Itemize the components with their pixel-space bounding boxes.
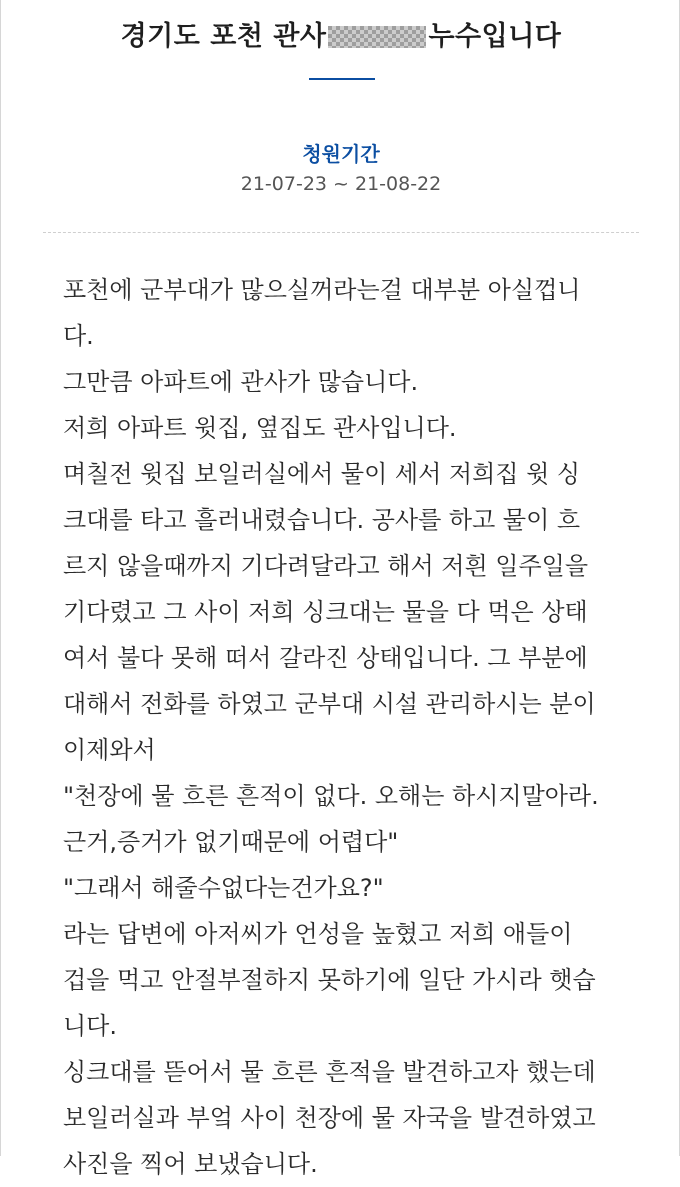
title-underline <box>309 78 375 80</box>
content-line: 르지 않을때까지 기다려달라고 해서 저흰 일주일을 <box>63 552 589 580</box>
content-line: 여서 불다 못해 떠서 갈라진 상태입니다. 그 부분에 <box>63 644 588 672</box>
content-line: 이제와서 <box>63 736 156 764</box>
title-text-before: 경기도 포천 관사 <box>120 21 327 52</box>
content-line: 근거,증거가 없기때문에 어렵다" <box>63 828 399 856</box>
content-line: 크대를 타고 흘러내렸습니다. 공사를 하고 물이 흐 <box>63 506 581 534</box>
content-line: "천장에 물 흐른 흔적이 없다. 오해는 하시지말아라. <box>63 782 599 810</box>
redacted-mosaic <box>328 26 426 48</box>
content-line: "그래서 해줄수없다는건가요?" <box>63 874 384 902</box>
content-line: 라는 답변에 아저씨가 언성을 높혔고 저희 애들이 <box>63 920 573 948</box>
content-line: 니다. <box>63 1012 117 1040</box>
title-text-after: 누수입니다 <box>428 21 562 52</box>
content-line: 며칠전 윗집 보일러실에서 물이 세서 저희집 윗 싱 <box>63 460 581 488</box>
petition-content <box>63 267 623 1187</box>
content-line: 저희 아파트 윗집, 옆집도 관사입니다. <box>63 414 457 442</box>
content-line: 보일러실과 부엌 사이 천장에 물 자국을 발견하였고 <box>63 1104 596 1132</box>
content-line: 대해서 전화를 하였고 군부대 시설 관리하시는 분이 <box>63 690 596 718</box>
petition-title <box>1 14 680 53</box>
period-label: 청원기간 <box>302 142 380 166</box>
content-line: 포천에 군부대가 많으실꺼라는걸 대부분 아실껍니 <box>63 276 581 304</box>
content-line: 기다렸고 그 사이 저희 싱크대는 물을 다 먹은 상태 <box>63 598 588 626</box>
content-line: 다. <box>63 322 94 350</box>
content-line: 사진을 찍어 보냈습니다. <box>63 1150 318 1178</box>
period-range: 21-07-23 ~ 21-08-22 <box>240 173 442 195</box>
content-line: 싱크대를 뜯어서 물 흐른 흔적을 발견하고자 했는데 <box>63 1058 596 1086</box>
content-line: 겁을 먹고 안절부절하지 못하기에 일단 가시라 햇습 <box>63 966 596 994</box>
section-divider <box>43 232 639 233</box>
content-line: 그만큼 아파트에 관사가 많습니다. <box>63 368 419 396</box>
